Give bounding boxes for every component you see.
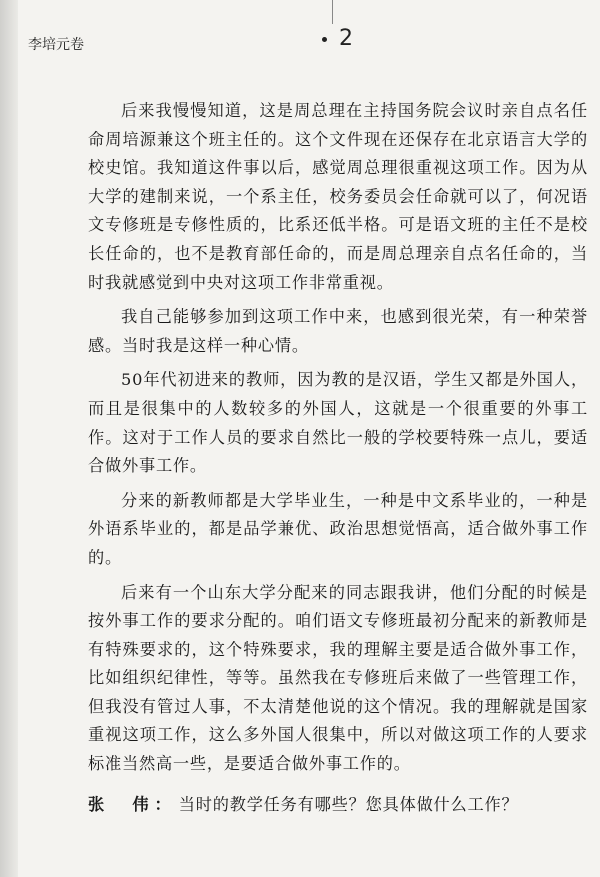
body-text xyxy=(88,97,588,825)
paragraph-5: 后来有一个山东大学分配来的同志跟我讲，他们分配的时候是按外事工作的要求分配的。咱们语文专修班最初分配来的新教师是有特殊要求的，这个特殊要求，我的理解主要是适合做外事工作，比如组织纪律性，等等。虽然我在专修班后来做了一些管理工作，但我没有管过人事，不太清楚他说的这个情况。我的理解就是国家重视这项工作，这么多外国人很集中，所以对做这项工作的人要求标准当然高一些，是要适合做外事工作的。 xyxy=(88,582,588,774)
paragraph-4: 分来的新教师都是大学毕业生，一种是中文系毕业的，一种是外语系毕业的，都是品学兼优、政治思想觉悟高，适合做外事工作的。 xyxy=(88,490,588,567)
question-text: 当时的教学任务有哪些？您具体做什么工作？ xyxy=(178,794,519,814)
header-rule xyxy=(332,0,333,24)
paragraph-3: 50年代初进来的教师，因为教的是汉语，学生又都是外国人，而且是很集中的人数较多的外国人，这就是一个很重要的外事工作。这对于工作人员的要求自然比一般的学校要特殊一点儿，要适合做外事工作。 xyxy=(88,370,588,476)
speaker-label: 张 伟： xyxy=(88,794,177,814)
running-header: 李培元卷 xyxy=(28,37,84,53)
page-number-dot xyxy=(322,37,327,42)
page-binding-shadow xyxy=(0,0,18,877)
paragraph-2: 我自己能够参加到这项工作中来，也感到很光荣，有一种荣誉感。当时我是这样一种心情。 xyxy=(88,307,588,355)
paragraph-1: 后来我慢慢知道，这是周总理在主持国务院会议时亲自点名任命周培源兼这个班主任的。这个文件现在还保存在北京语言大学的校史馆。我知道这件事以后，感觉周总理很重视这项工作。因为从大学的建制来说，一个系主任，校务委员会任命就可以了，何况语文专修班是专修性质的，比系还低半格。可是语文班的主任不是校长任命的，也不是教育部任命的，而是周总理亲自点名任命的，当时我就感觉到中央对这项工作非常重视。 xyxy=(88,101,588,292)
page-number-value: 2 xyxy=(339,26,353,51)
interview-question xyxy=(88,791,588,820)
page-number xyxy=(322,26,353,51)
